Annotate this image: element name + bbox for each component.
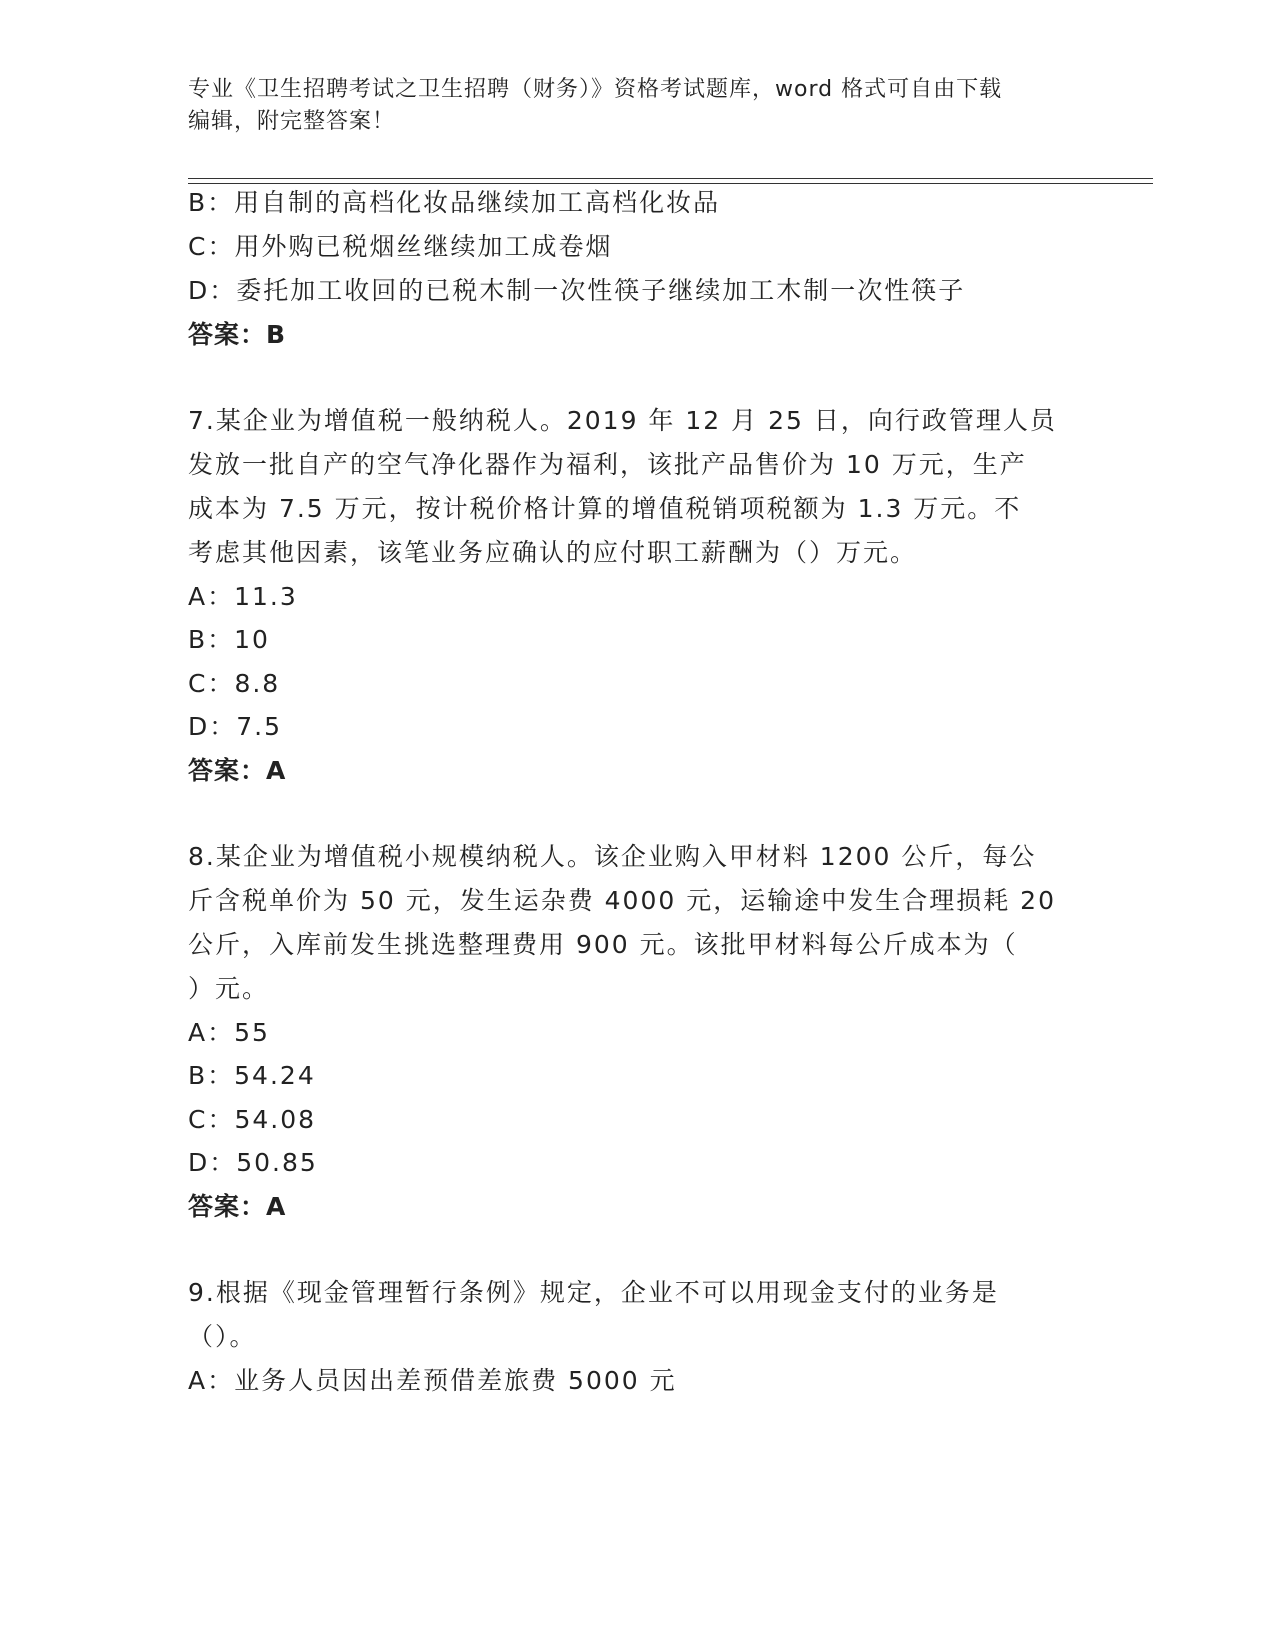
header-line-2: 编辑，附完整答案！ — [188, 109, 396, 134]
q8-stem-line-1: 8.某企业为增值税小规模纳税人。该企业购入甲材料 1200 公斤，每公 — [188, 842, 1037, 871]
q8-stem-line-2: 斤含税单价为 50 元，发生运杂费 4000 元，运输途中发生合理损耗 20 — [188, 886, 1056, 915]
document-header — [188, 74, 1088, 138]
q7-option-b: B：10 — [188, 625, 270, 654]
q7-answer: 答案：A — [188, 756, 287, 785]
q7-option-d: D：7.5 — [188, 712, 283, 741]
q8-option-a: A：55 — [188, 1018, 270, 1047]
q7-stem-line-3: 成本为 7.5 万元，按计税价格计算的增值税销项税额为 1.3 万元。不 — [188, 494, 1022, 523]
q7-option-c: C：8.8 — [188, 669, 281, 698]
header-line-1: 专业《卫生招聘考试之卫生招聘（财务）》资格考试题库，word 格式可自由下载 — [188, 77, 1003, 102]
q9-stem-line-1: 9.根据《现金管理暂行条例》规定，企业不可以用现金支付的业务是 — [188, 1278, 999, 1307]
q6-option-d: D：委托加工收回的已税木制一次性筷子继续加工木制一次性筷子 — [188, 276, 966, 305]
q8-option-b: B：54.24 — [188, 1061, 316, 1090]
q8-option-d: D：50.85 — [188, 1148, 318, 1177]
header-divider-top — [188, 178, 1153, 179]
q8-stem-line-3: 公斤，入库前发生挑选整理费用 900 元。该批甲材料每公斤成本为（ — [188, 930, 1018, 959]
q7-stem-line-1: 7.某企业为增值税一般纳税人。2019 年 12 月 25 日，向行政管理人员 — [188, 406, 1057, 435]
q6-option-b: B：用自制的高档化妆品继续加工高档化妆品 — [188, 188, 721, 217]
header-divider-bottom — [188, 183, 1153, 184]
q8-option-c: C：54.08 — [188, 1105, 317, 1134]
q7-stem-line-2: 发放一批自产的空气净化器作为福利，该批产品售价为 10 万元，生产 — [188, 450, 1027, 479]
q9-stem-line-2: （）。 — [188, 1322, 257, 1351]
q7-stem-line-4: 考虑其他因素，该笔业务应确认的应付职工薪酬为（）万元。 — [188, 538, 918, 567]
q8-stem-line-4: ）元。 — [188, 974, 270, 1003]
q6-answer: 答案：B — [188, 320, 287, 349]
q8-answer: 答案：A — [188, 1192, 287, 1221]
q7-option-a: A：11.3 — [188, 582, 298, 611]
q6-option-c: C：用外购已税烟丝继续加工成卷烟 — [188, 232, 613, 261]
q9-option-a: A：业务人员因出差预借差旅费 5000 元 — [188, 1366, 677, 1395]
